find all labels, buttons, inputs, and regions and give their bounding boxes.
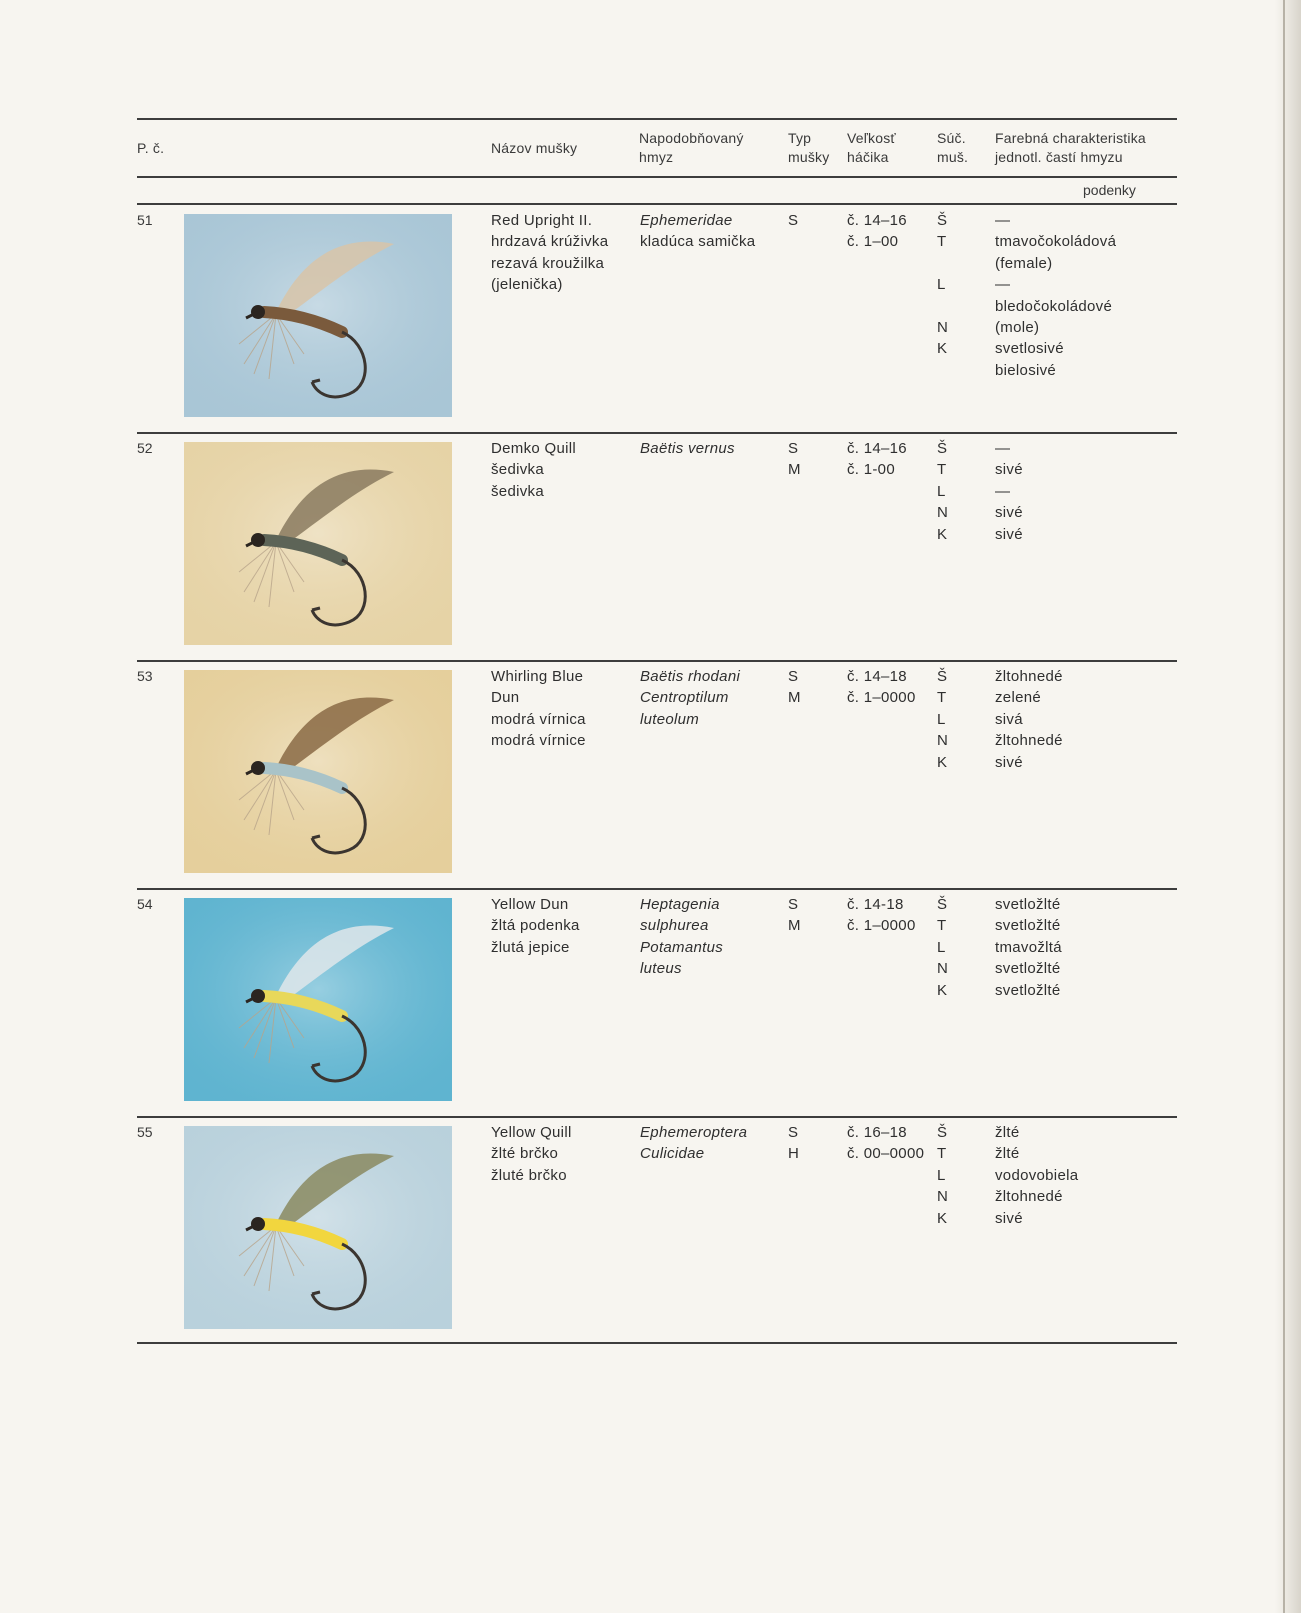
row-separator: [137, 432, 1177, 434]
cell-names: žlté brčko: [491, 1145, 559, 1163]
row-names: [491, 1122, 572, 1186]
row-names: [491, 894, 580, 958]
section-rule: [137, 203, 1177, 205]
table-bottom-rule: [137, 1342, 1177, 1344]
cell-colors: —: [995, 440, 1011, 457]
row-number: 51: [137, 212, 153, 228]
row-insect-note: [640, 231, 755, 252]
cell-parts: T: [937, 689, 947, 707]
cell-parts: N: [937, 1188, 949, 1206]
row-sizes: [847, 1122, 924, 1165]
row-number: 54: [137, 896, 153, 912]
header-top-rule: [137, 118, 1177, 120]
header-pc: P. č.: [137, 140, 165, 156]
row-insect: [640, 210, 733, 231]
row-types: [788, 438, 801, 481]
row-colors: [995, 210, 1116, 381]
cell-colors: (female): [995, 254, 1053, 272]
row-parts: [937, 210, 948, 360]
cell-sizes: č. 14–16: [847, 212, 907, 229]
cell-names: (jelenička): [491, 276, 563, 294]
cell-colors: —: [995, 212, 1011, 229]
row-types: [788, 666, 801, 709]
row-parts: [937, 666, 948, 773]
row-sizes: [847, 438, 907, 481]
cell-colors: sivá: [995, 710, 1023, 728]
row-separator: [137, 660, 1177, 662]
row-insect: [640, 1122, 747, 1165]
cell-names: hrdzavá krúživka: [491, 233, 609, 251]
cell-insect: Ephemeroptera: [640, 1124, 748, 1141]
cell-colors: sivé: [995, 753, 1023, 771]
cell-colors: —: [995, 276, 1011, 294]
cell-insect: luteus: [640, 960, 682, 978]
fly-photo: [184, 898, 452, 1101]
cell-colors: svetložlté: [995, 896, 1061, 913]
cell-parts: N: [937, 319, 949, 336]
cell-insect: Potamantus: [640, 938, 724, 956]
cell-sizes: č. 1–0000: [847, 689, 916, 707]
header-nazov: Názov mušky: [491, 140, 578, 156]
cell-types: M: [788, 689, 801, 707]
cell-colors: bledočokoládové: [995, 297, 1113, 315]
cell-sizes: č. 14–16: [847, 440, 907, 457]
cell-colors: žlté: [995, 1124, 1020, 1141]
cell-insect: sulphurea: [640, 917, 709, 935]
cell-parts: K: [937, 340, 948, 358]
row-separator: [137, 888, 1177, 890]
cell-parts: K: [937, 1209, 948, 1227]
cell-names: šedivka: [491, 482, 544, 500]
cell-sizes: č. 14-18: [847, 896, 904, 913]
row-types: [788, 210, 798, 231]
cell-colors: sivé: [995, 525, 1023, 543]
cell-colors: —: [995, 482, 1011, 500]
cell-insect: Culicidae: [640, 1145, 705, 1163]
cell-colors: bielosivé: [995, 361, 1057, 379]
fly-brown-icon: [184, 214, 452, 417]
cell-colors: vodovobiela: [995, 1166, 1079, 1184]
cell-names: Whirling Blue: [491, 668, 584, 685]
cell-parts: K: [937, 525, 948, 543]
cell-parts: L: [937, 938, 946, 956]
cell-sizes: č. 1–0000: [847, 917, 916, 935]
cell-parts: Š: [937, 896, 948, 913]
cell-parts: Š: [937, 212, 948, 229]
cell-colors: svetložlté: [995, 981, 1061, 999]
row-colors: [995, 894, 1062, 1001]
cell-parts: K: [937, 753, 948, 771]
fly-blue-icon: [184, 670, 452, 873]
header-velkost: Veľkosť háčika: [847, 130, 896, 165]
header-suc: Súč. muš.: [937, 130, 969, 165]
cell-sizes: č. 1-00: [847, 461, 895, 479]
cell-names: šedivka: [491, 461, 544, 479]
fly-photo: [184, 1126, 452, 1329]
cell-insect-note: kladúca samička: [640, 233, 756, 251]
cell-insect: Centroptilum: [640, 689, 729, 707]
row-colors: [995, 1122, 1078, 1229]
cell-parts: [937, 296, 948, 317]
row-names: [491, 210, 608, 296]
row-types: [788, 894, 801, 937]
cell-names: Demko Quill: [491, 440, 576, 457]
cell-colors: tmavožltá: [995, 938, 1062, 956]
cell-colors: žlté: [995, 1145, 1020, 1163]
cell-types: S: [788, 668, 799, 685]
cell-colors: tmavočokoládová: [995, 233, 1117, 251]
row-parts: [937, 1122, 948, 1229]
cell-insect: Ephemeridae: [640, 212, 733, 229]
header-hmyz: Napodobňovaný hmyz: [639, 130, 744, 165]
fly-photo: [184, 670, 452, 873]
section-label: podenky: [1083, 182, 1136, 198]
cell-parts: L: [937, 482, 946, 500]
cell-insect: Baëtis rhodani: [640, 668, 741, 685]
fly-photo: [184, 214, 452, 417]
header-bottom-rule: [137, 176, 1177, 178]
cell-insect: Baëtis vernus: [640, 440, 735, 457]
cell-names: žltá podenka: [491, 917, 580, 935]
cell-colors: žltohnedé: [995, 1188, 1063, 1206]
row-insect: [640, 438, 735, 459]
cell-colors: svetlosivé: [995, 340, 1064, 358]
row-colors: [995, 666, 1063, 773]
cell-sizes: č. 14–18: [847, 668, 907, 685]
cell-parts: T: [937, 233, 947, 251]
fly-yellow-icon: [184, 898, 452, 1101]
cell-names: Red Upright II.: [491, 212, 593, 229]
header-typ: Typ mušky: [788, 130, 830, 165]
cell-types: H: [788, 1145, 800, 1163]
row-types: [788, 1122, 799, 1165]
row-number: 52: [137, 440, 153, 456]
row-insect: [640, 666, 740, 730]
cell-insect: luteolum: [640, 710, 700, 728]
row-colors: [995, 438, 1023, 545]
row-sizes: [847, 210, 907, 253]
page-edge-line: [1283, 0, 1285, 1613]
cell-parts: L: [937, 710, 946, 728]
row-parts: [937, 894, 948, 1001]
row-insect: [640, 894, 723, 980]
cell-colors: žltohnedé: [995, 668, 1063, 685]
cell-names: rezavá kroužilka: [491, 254, 605, 272]
cell-parts: N: [937, 732, 949, 750]
cell-sizes: č. 1–00: [847, 233, 899, 251]
cell-parts: Š: [937, 440, 948, 457]
cell-types: S: [788, 440, 799, 457]
cell-colors: sivé: [995, 1209, 1023, 1227]
cell-parts: T: [937, 1145, 947, 1163]
cell-names: Yellow Dun: [491, 896, 569, 913]
cell-parts: L: [937, 1166, 946, 1184]
cell-names: Dun: [491, 689, 520, 707]
cell-colors: svetložlté: [995, 917, 1061, 935]
cell-types: S: [788, 1124, 799, 1141]
cell-colors: sivé: [995, 504, 1023, 522]
cell-insect: Heptagenia: [640, 896, 720, 913]
cell-parts: [937, 253, 948, 274]
cell-parts: T: [937, 917, 947, 935]
row-sizes: [847, 894, 916, 937]
cell-names: modrá vírnica: [491, 710, 586, 728]
cell-sizes: č. 00–0000: [847, 1145, 925, 1163]
row-sizes: [847, 666, 916, 709]
cell-names: Yellow Quill: [491, 1124, 572, 1141]
fly-grey-icon: [184, 442, 452, 645]
row-parts: [937, 438, 948, 545]
cell-parts: K: [937, 981, 948, 999]
cell-parts: Š: [937, 1124, 948, 1141]
cell-parts: Š: [937, 668, 948, 685]
cell-names: modrá vírnice: [491, 732, 586, 750]
cell-parts: N: [937, 960, 949, 978]
cell-colors: svetložlté: [995, 960, 1061, 978]
cell-names: žluté brčko: [491, 1166, 567, 1184]
cell-parts: N: [937, 504, 949, 522]
fly-yellowquill-icon: [184, 1126, 452, 1329]
cell-sizes: č. 16–18: [847, 1124, 907, 1141]
row-names: [491, 666, 586, 752]
row-number: 53: [137, 668, 153, 684]
row-names: [491, 438, 576, 502]
cell-parts: T: [937, 461, 947, 479]
header-farba: Farebná charakteristika jednotl. častí hmyzu: [995, 130, 1146, 165]
row-separator: [137, 1116, 1177, 1118]
cell-parts: L: [937, 276, 946, 294]
cell-colors: sivé: [995, 461, 1023, 479]
cell-colors: žltohnedé: [995, 732, 1063, 750]
cell-colors: zelené: [995, 689, 1042, 707]
row-number: 55: [137, 1124, 153, 1140]
cell-names: žlutá jepice: [491, 938, 570, 956]
cell-types: S: [788, 896, 799, 913]
cell-types: M: [788, 461, 801, 479]
cell-types: S: [788, 212, 799, 229]
fly-photo: [184, 442, 452, 645]
cell-colors: (mole): [995, 319, 1040, 337]
cell-types: M: [788, 917, 801, 935]
page-edge-shadow: [1275, 0, 1301, 1613]
